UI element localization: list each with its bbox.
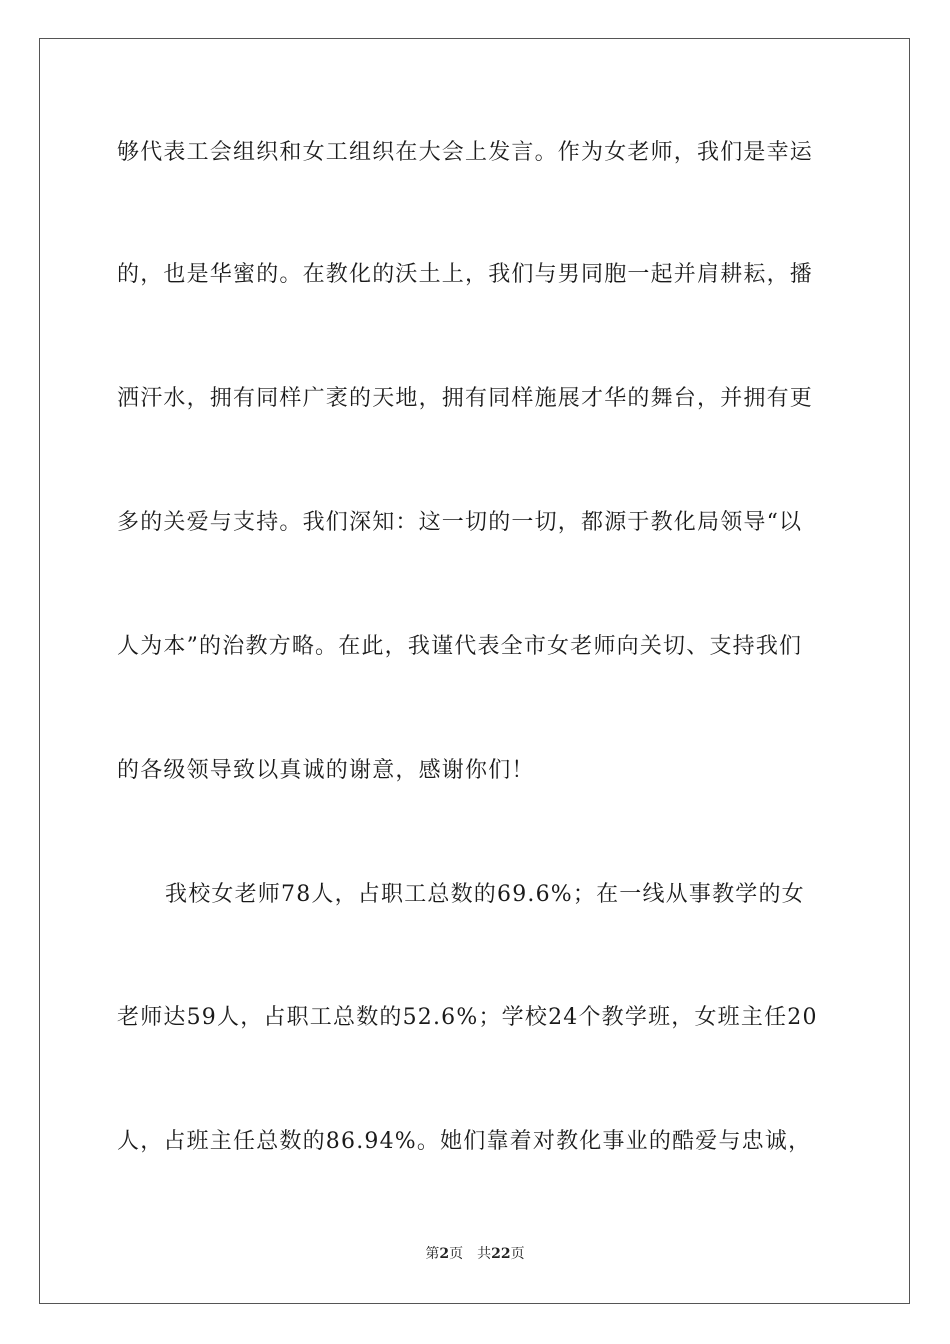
body-text-line: 老师达59人，占职工总数的52.6%；学校24个教学班，女班主任20 [117, 1005, 818, 1030]
body-text-line: 够代表工会组织和女工组织在大会上发言。作为女老师，我们是幸运 [117, 140, 814, 165]
page-label-prefix: 第 [425, 1246, 440, 1262]
body-text-line: 的，也是华蜜的。在教化的沃土上，我们与男同胞一起并肩耕耘，播 [117, 262, 814, 287]
paragraph-first-line: 我校女老师78人，占职工总数的69.6%；在一线从事教学的女 [165, 882, 805, 907]
total-label-suffix: 页 [510, 1246, 525, 1262]
body-text-line: 的各级领导致以真诚的谢意，感谢你们！ [117, 758, 535, 783]
page-frame [39, 38, 910, 1304]
page-label-suffix: 页 [449, 1246, 464, 1262]
body-text-line: 人，占班主任总数的86.94%。她们靠着对教化事业的酷爱与忠诚， [117, 1129, 812, 1154]
page-footer [0, 1245, 950, 1263]
body-text-line: 人为本”的治教方略。在此，我谨代表全市女老师向关切、支持我们 [117, 634, 803, 659]
body-text-line: 洒汗水，拥有同样广袤的天地，拥有同样施展才华的舞台，并拥有更 [117, 386, 814, 411]
body-text-line: 多的关爱与支持。我们深知：这一切的一切，都源于教化局领导“以 [117, 510, 803, 535]
total-label-prefix: 共 [477, 1246, 492, 1262]
total-pages: 22 [491, 1246, 511, 1262]
page-number: 2 [439, 1246, 450, 1262]
